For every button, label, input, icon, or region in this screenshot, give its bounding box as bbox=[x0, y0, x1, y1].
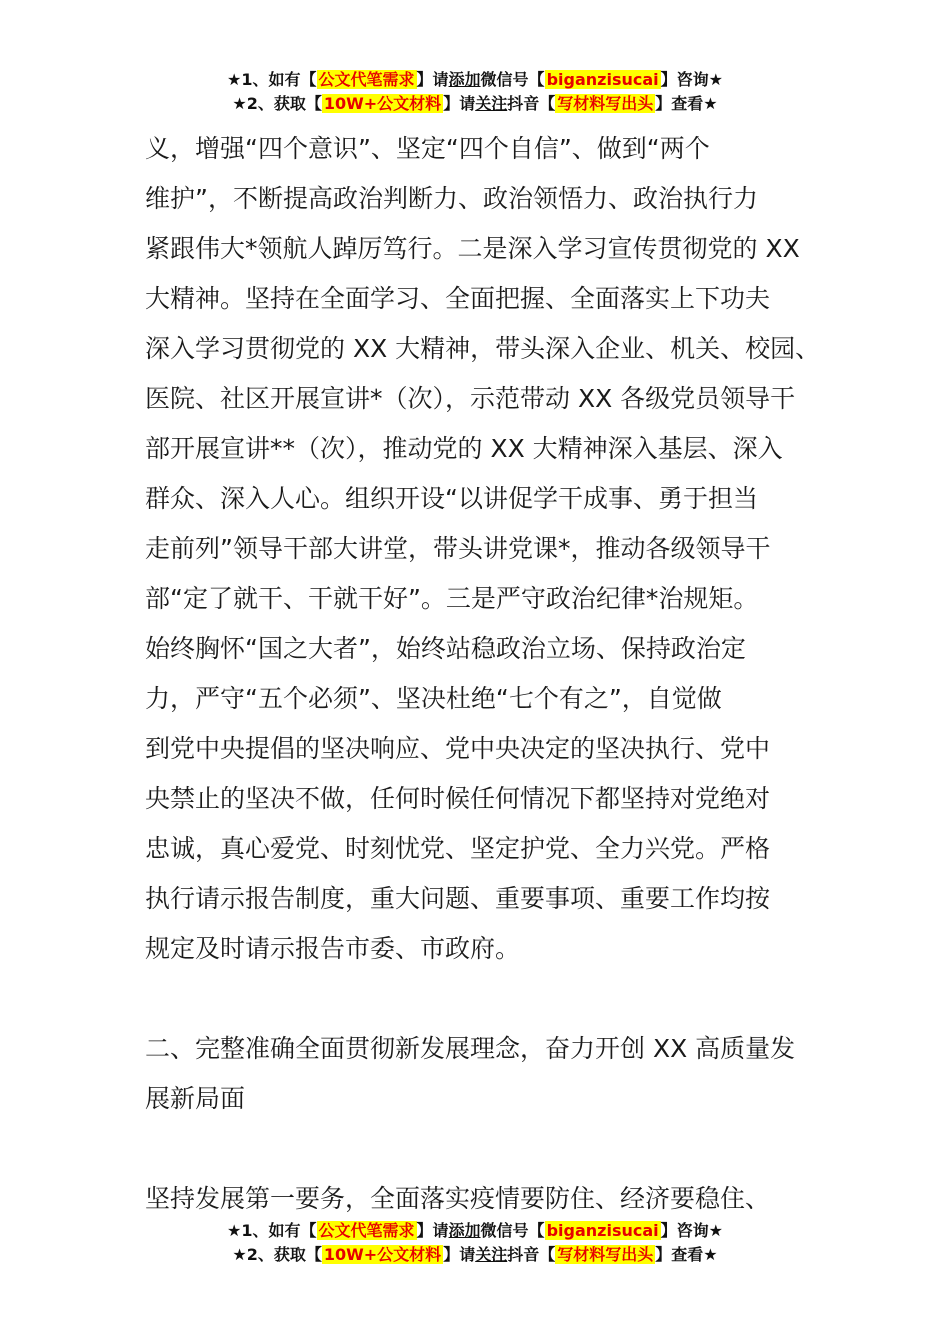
text-line: 到党中央提倡的坚决响应、党中央决定的坚决执行、党中 bbox=[145, 734, 771, 763]
paragraph-spacer bbox=[145, 1124, 810, 1174]
promo-underline: 添加 bbox=[448, 1221, 481, 1240]
promo-highlight: 公文代笔需求 bbox=[318, 70, 415, 89]
text-line: 义，增强“四个意识”、坚定“四个自信”、做到“两个 bbox=[145, 134, 710, 163]
paragraph-2 bbox=[145, 1174, 810, 1224]
promo-text: 】查看★ bbox=[655, 1245, 718, 1264]
promo-text: ★1、如有【 bbox=[227, 1221, 317, 1240]
promo-underline: 关注 bbox=[475, 1245, 508, 1264]
promo-highlight: 写材料写出头 bbox=[557, 94, 654, 113]
heading-line: 二、完整准确全面贯彻新发展理念，奋力开创 XX 高质量发 bbox=[145, 1034, 796, 1063]
promo-highlight: 写材料写出头 bbox=[557, 1245, 654, 1264]
promo-text: 】请 bbox=[443, 1245, 476, 1264]
promo-highlight: 10W+公文材料 bbox=[323, 94, 442, 113]
promo-text: 微信号【 bbox=[480, 1221, 545, 1240]
promo-text: 微信号【 bbox=[480, 70, 545, 89]
promo-line-1 bbox=[0, 1219, 950, 1243]
promo-highlight: 公文代笔需求 bbox=[318, 1221, 415, 1240]
promo-text: 抖音【 bbox=[507, 94, 556, 113]
section-heading-2 bbox=[145, 1024, 810, 1124]
heading-line: 展新局面 bbox=[145, 1084, 246, 1113]
promo-text: 】咨询★ bbox=[660, 1221, 723, 1240]
paragraph-spacer bbox=[145, 974, 810, 1024]
text-line: 紧跟伟大*领航人踔厉笃行。二是深入学习宣传贯彻党的 XX bbox=[145, 234, 800, 263]
text-line: 群众、深入人心。组织开设“以讲促学干成事、勇于担当 bbox=[145, 484, 758, 513]
text-line: 深入学习贯彻党的 XX 大精神，带头深入企业、机关、校园、 bbox=[145, 334, 821, 363]
text-line: 大精神。坚持在全面学习、全面把握、全面落实上下功夫 bbox=[145, 284, 771, 313]
document-body bbox=[145, 124, 821, 1224]
text-line: 力，严守“五个必须”、坚决杜绝“七个有之”，自觉做 bbox=[145, 684, 722, 713]
text-line: 部开展宣讲**（次），推动党的 XX 大精神深入基层、深入 bbox=[145, 434, 783, 463]
promo-text: 抖音【 bbox=[507, 1245, 556, 1264]
promo-text: 】请 bbox=[416, 1221, 449, 1240]
promo-underline: 添加 bbox=[448, 70, 481, 89]
promo-text: ★2、获取【 bbox=[232, 94, 322, 113]
promo-highlight: biganzisucai bbox=[546, 1221, 659, 1240]
paragraph-1 bbox=[145, 124, 821, 974]
promo-highlight: 10W+公文材料 bbox=[323, 1245, 442, 1264]
header-promo-banner bbox=[0, 68, 950, 116]
text-line: 医院、社区开展宣讲*（次），示范带动 XX 各级党员领导干 bbox=[145, 384, 796, 413]
promo-text: 】请 bbox=[416, 70, 449, 89]
promo-line-2 bbox=[0, 1243, 950, 1267]
text-line: 央禁止的坚决不做，任何时候任何情况下都坚持对党绝对 bbox=[145, 784, 771, 813]
footer-promo-banner bbox=[0, 1219, 950, 1267]
text-line: 执行请示报告制度，重大问题、重要事项、重要工作均按 bbox=[145, 884, 771, 913]
promo-highlight: biganzisucai bbox=[546, 70, 659, 89]
text-line: 规定及时请示报告市委、市政府。 bbox=[145, 934, 521, 963]
text-line: 忠诚，真心爱党、时刻忧党、坚定护党、全力兴党。严格 bbox=[145, 834, 771, 863]
promo-underline: 关注 bbox=[475, 94, 508, 113]
text-line: 部“定了就干、干就干好”。三是严守政治纪律*治规矩。 bbox=[145, 584, 759, 613]
promo-line-2 bbox=[0, 92, 950, 116]
text-line: 始终胸怀“国之大者”，始终站稳政治立场、保持政治定 bbox=[145, 634, 746, 663]
promo-text: 】请 bbox=[443, 94, 476, 113]
text-line: 维护”，不断提高政治判断力、政治领悟力、政治执行力 bbox=[145, 184, 758, 213]
promo-line-1 bbox=[0, 68, 950, 92]
text-line: 坚持发展第一要务，全面落实疫情要防住、经济要稳住、 bbox=[145, 1184, 771, 1213]
promo-text: ★2、获取【 bbox=[232, 1245, 322, 1264]
promo-text: 】查看★ bbox=[655, 94, 718, 113]
promo-text: ★1、如有【 bbox=[227, 70, 317, 89]
promo-text: 】咨询★ bbox=[660, 70, 723, 89]
text-line: 走前列”领导干部大讲堂，带头讲党课*，推动各级领导干 bbox=[145, 534, 771, 563]
